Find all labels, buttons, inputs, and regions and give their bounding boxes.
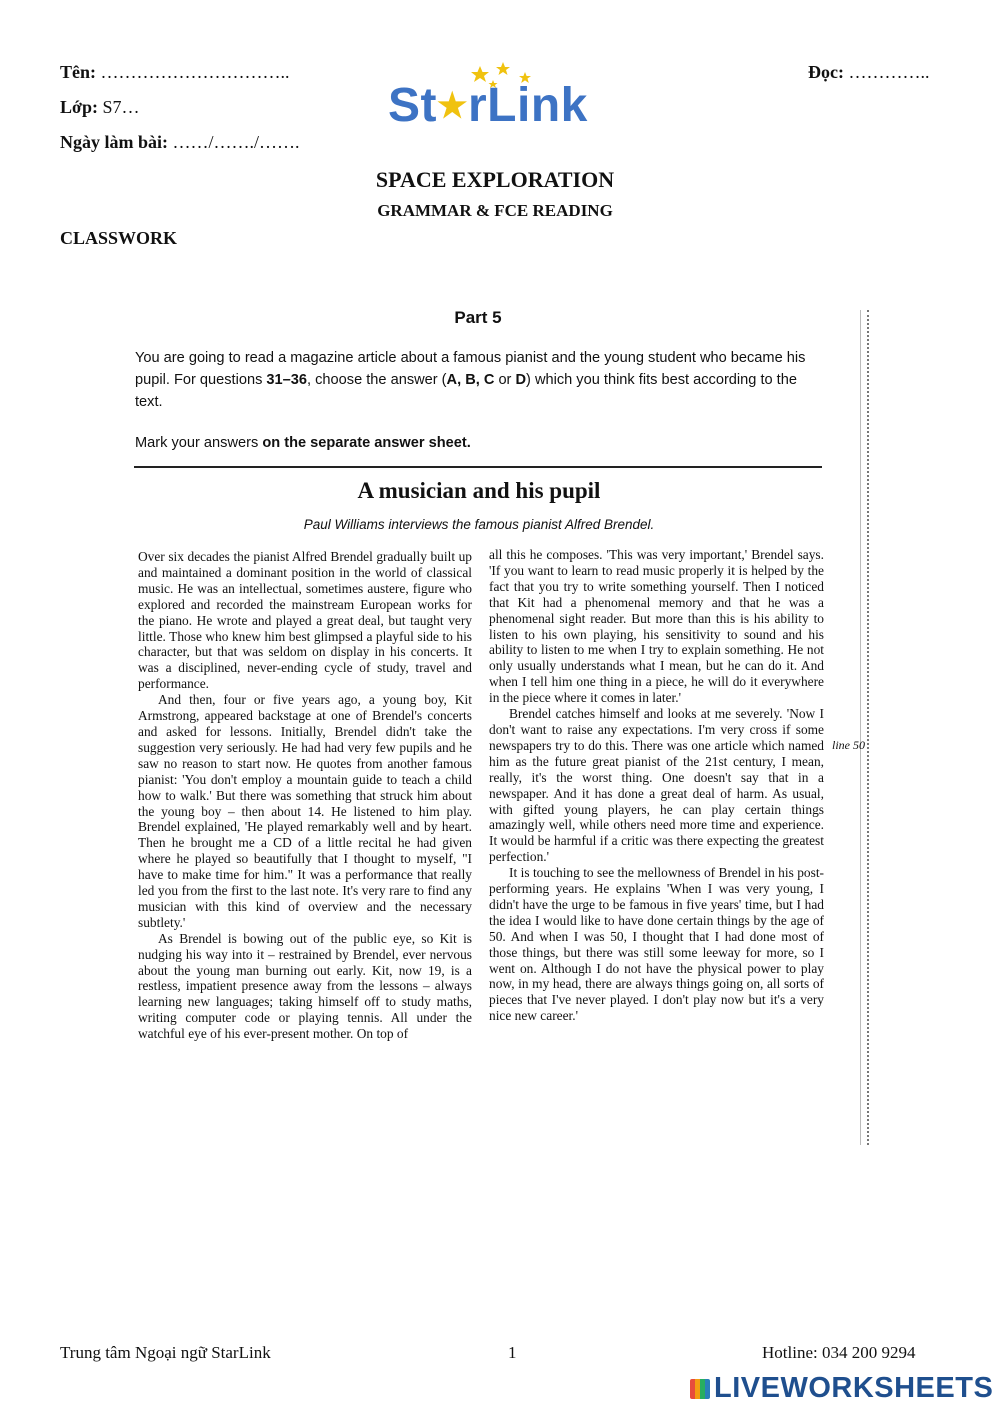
date-field [60,132,300,153]
paragraph: It is touching to see the mellowness of Brendel in his post-performing years. He explains 'When I was very young, I didn't have the urge to be famous in five years' time, but I had the idea I would like to have done certain things by the age of 50. And when I was 50, I thought that I had done most of those things, but there was still some leeway for more, so I went on. Although I do not have the physical power to play now, in my head, there are always things going on, all sorts of pieces that I've never played. I don't play now but it's a very nice new career.' [489,865,824,1024]
name-field [60,62,290,83]
instr-text-3: ) which you think fits best according to the text. [135,372,797,410]
paragraph: Over six decades the pianist Alfred Brendel gradually built up and maintained a dominant position in the world of classical music. He was an intellectual, sometimes austere, figure who explored and recorded the mainstream European works for the piano. He wrote and played a great deal, but taught very little. Those who knew him best glimpsed a playful side to his character, but that was seldom on display in his concerts. It was a disciplined, never-ending cycle of study, travel and performance. [138,549,472,692]
reading-label: Đọc: [808,62,844,82]
liveworksheets-icon [690,1379,710,1399]
footer-hotline: Hotline: 034 200 9294 [762,1343,916,1362]
instr-or: or [494,372,516,388]
part-heading: Part 5 [454,308,502,327]
article-column-1 [138,549,472,1042]
main-title: SPACE EXPLORATION [375,167,615,192]
article-title: A musician and his pupil [357,478,601,503]
mark-text-1: Mark your answers [135,435,263,451]
options-abc: A, B, C [446,372,495,388]
date-label: Ngày làm bài: [60,132,168,152]
name-value: ………………………….. [100,62,290,82]
starlink-logo [388,78,588,133]
instr-text-1: You are going to read a magazine article about a famous pianist and the young student who became his pupil. For questions [135,350,806,388]
class-label: Lớp: [60,97,98,117]
reading-field [808,62,929,83]
scan-edge [860,310,869,1145]
mark-instructions [135,432,825,454]
instr-text-2: , choose the answer ( [307,372,447,388]
date-value: ……/……./……. [172,132,300,152]
liveworksheets-watermark[interactable] [690,1372,993,1405]
reading-value: ………….. [848,62,930,82]
class-field [60,97,140,118]
paragraph: all this he composes. 'This was very important,' Brendel says. 'If you want to learn to read music properly it is helped by the fact that you try to write something yourself. Then I noticed that Kit had a phenomenal memory and that he was a phenomenal sight reader. But more than this is his ability to listen to his own playing, his sensitivity to sound and his ability to listen to me when I try to explain something. He not only usually understands what I mean, but he can do it. And when I tell him one thing in a piece, he will do it everywhere in the piece where it comes in later.' [489,547,824,706]
option-d: D [515,372,527,388]
section-label: CLASSWORK [60,228,178,248]
question-range: 31–36 [266,372,308,388]
page-number: 1 [508,1343,517,1362]
watermark-text: LIVEWORKSHEETS [714,1372,994,1404]
divider [134,466,822,468]
name-label: Tên: [60,62,96,82]
logo-text-end: rLink [467,79,588,132]
paragraph: As Brendel is bowing out of the public eye, so Kit is nudging his way into it – restrained by Brendel, ever nervous about the young man burning out early. Kit, now 19, is a restless, impatient presence away from the lessons – always learning new languages; taking himself off to study maths, writing computer code or playing tennis. All under the watchful eye of his ever-present mother. On top of [138,930,472,1042]
logo-text-start: St [388,79,437,132]
sub-title: GRAMMAR & FCE READING [377,201,613,220]
logo-star-icon: ★ [437,87,468,125]
article-column-2 [489,547,824,1024]
instructions [135,347,825,413]
paragraph: Brendel catches himself and looks at me severely. 'Now I don't want to raise any expectations. I'm very cross if some newspapers try to do this. There was one article which named him as the future great pianist of the 21st century, I mean, really, it's the worst thing. One doesn't say that in a newspaper. And it has done a great deal of harm. As usual, with gifted young players, he can play certain things amazingly well, while others need more time and experience. It would be harmful if a critic was there expecting the greatest perfection.' [489,706,824,865]
mark-text-2: on the separate answer sheet. [262,435,471,451]
line-marker: line 50 [832,738,865,752]
footer-center-name: Trung tâm Ngoại ngữ StarLink [60,1343,271,1362]
paragraph: And then, four or five years ago, a young boy, Kit Armstrong, appeared backstage at one of Brendel's concerts and asked for lessons. Initially, Brendel didn't take the suggestion very seriously. He had had very few pupils and he saw no reason to start now. He quotes from another famous pianist: 'You don't employ a mountain guide to teach a child how to walk.' But there was something that struck him about the young boy – then about 14. He listened to him play. Brendel explained, 'He played remarkably well and by heart. Then he brought me a CD of a little recital he had given where he played so beautifully that I thought to myself, "I have to make time for him." It was a performance that really led you from the first to the last note. It's very rare to find any musician with this kind of overview and the necessary subtlety.' [138,692,472,930]
article-subtitle: Paul Williams interviews the famous pianist Alfred Brendel. [303,517,655,532]
class-value: S7… [102,97,140,117]
